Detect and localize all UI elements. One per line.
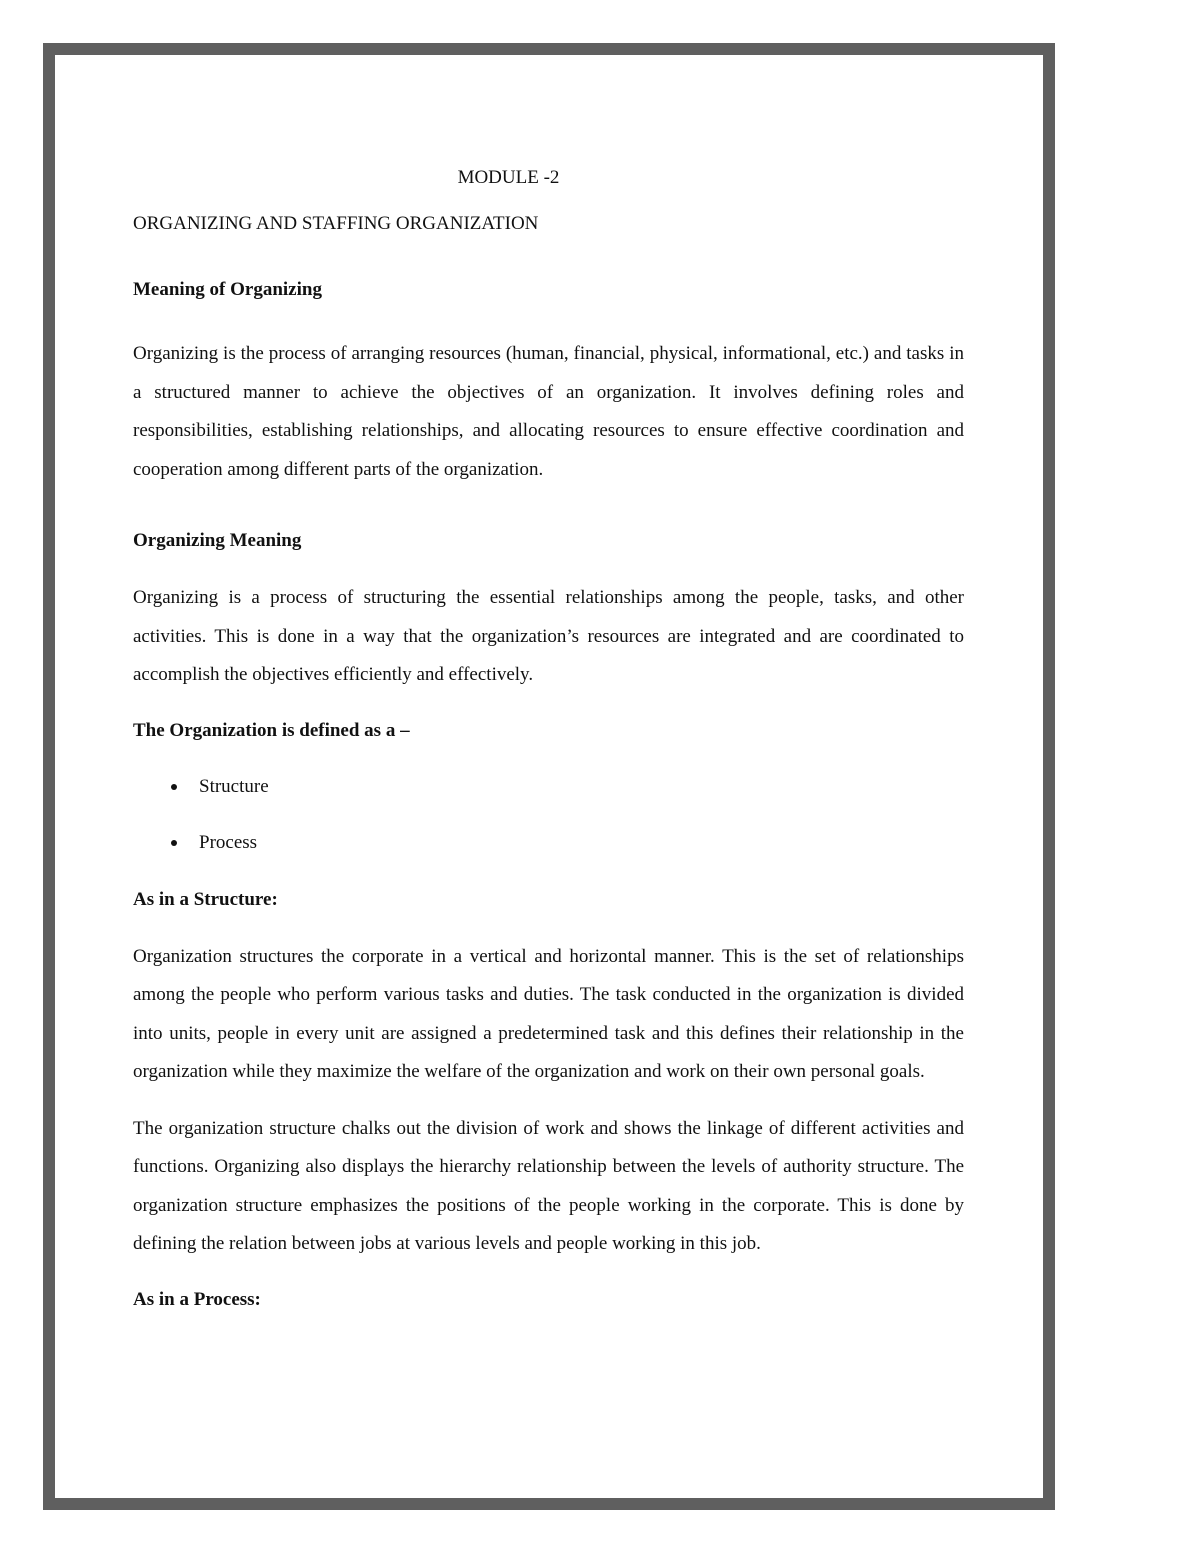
module-label: MODULE -2 (457, 167, 560, 188)
defined-list (133, 773, 964, 857)
bullet-icon (171, 840, 177, 846)
main-title: ORGANIZING AND STAFFING ORGANIZATION (133, 213, 539, 234)
meaning-paragraph: Organizing is the process of arranging resources (human, financial, physical, informational, etc.) and tasks in a structured manner to achieve the objectives of an organization. It involves defining roles and responsibilities, establishing relationships, and allocating resources to ensure effective coordination and cooperation among different parts of the organization. (133, 343, 964, 480)
list-item (133, 829, 964, 857)
document-content (133, 160, 964, 1314)
meaning-heading: Meaning of Organizing (133, 279, 322, 300)
defined-heading: The Organization is defined as a – (133, 719, 410, 741)
list-item-label: Process (199, 831, 258, 853)
organizing-meaning-heading: Organizing Meaning (133, 530, 302, 551)
structure-heading: As in a Structure: (133, 888, 278, 910)
list-item-label: Structure (199, 775, 269, 797)
list-item (133, 773, 964, 801)
structure-paragraph-2: The organization structure chalks out the division of work and shows the linkage of different activities and functions. Organizing also displays the hierarchy relationship between the levels of authority structure. The organization structure emphasizes the positions of the people working in the corporate. This is done by defining the relation between jobs at various levels and people working in this job. (133, 1117, 964, 1254)
bullet-icon (171, 784, 177, 790)
structure-paragraph-1: Organization structures the corporate in a vertical and horizontal manner. This is the set of relationships among the people who perform various tasks and duties. The task conducted in the organization is divided into units, people in every unit are assigned a predetermined task and this defines their relationship in the organization while they maximize the welfare of the organization and work on their own personal goals. (133, 945, 964, 1082)
organizing-meaning-paragraph: Organizing is a process of structuring the essential relationships among the people, tasks, and other activities. This is done in a way that the organization’s resources are integrated and are coordinated to accomplish the objectives efficiently and effectively. (133, 587, 964, 685)
process-heading: As in a Process: (133, 1288, 261, 1310)
